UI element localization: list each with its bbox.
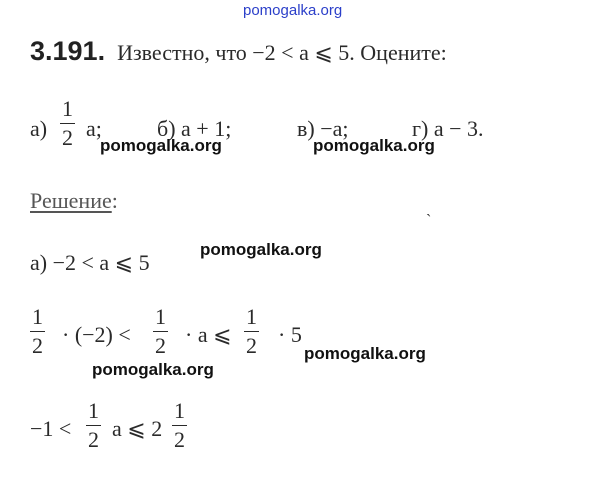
fraction-denominator: 2 [174,427,185,452]
line2-part-3: · 5 [278,322,302,347]
fraction-denominator: 2 [88,427,99,452]
watermark-4: pomogalka.org [304,344,426,363]
line3-part-1: −1 < [30,416,72,441]
line3-fraction-1 [86,400,101,451]
task-a-fraction [60,98,75,149]
watermark-3: pomogalka.org [200,240,322,259]
task-v: в) −a; [297,116,349,141]
fraction-numerator: 1 [62,96,73,121]
solution-heading [30,188,118,214]
line3-fraction-2 [172,400,187,451]
watermark-top: pomogalka.org [243,2,343,19]
solution-line-1: а) −2 < a ⩽ 5 [30,250,150,275]
fraction-numerator: 1 [32,304,43,329]
watermark-5: pomogalka.org [92,360,214,379]
line2-part-2: · a ⩽ [185,322,232,347]
task-a-tail: a; [86,116,102,141]
fraction-denominator: 2 [155,333,166,358]
problem-statement: Известно, что −2 < a ⩽ 5. Оцените: [117,40,447,65]
fraction-numerator: 1 [246,304,257,329]
solution-heading-text: Решение [30,188,112,213]
line2-part-1: · (−2) < [62,322,131,347]
solution-heading-colon: : [111,188,118,213]
line2-fraction-2 [153,306,168,357]
line2-fraction-3 [244,306,259,357]
task-a-label: а) [30,116,48,141]
fraction-denominator: 2 [246,333,257,358]
fraction-numerator: 1 [155,304,166,329]
problem-header [30,36,447,67]
watermark-2: pomogalka.org [313,136,435,155]
fraction-numerator: 1 [174,398,185,423]
watermark-1: pomogalka.org [100,136,222,155]
fraction-denominator: 2 [62,125,73,150]
fraction-denominator: 2 [32,333,43,358]
task-g: г) a − 3. [412,116,484,141]
problem-number: 3.191. [30,36,106,66]
line2-fraction-1 [30,306,45,357]
line3-part-2: a ⩽ 2 [112,416,163,441]
task-b: б) a + 1; [157,116,232,141]
stray-mark: ˋ [426,212,432,229]
fraction-numerator: 1 [88,398,99,423]
